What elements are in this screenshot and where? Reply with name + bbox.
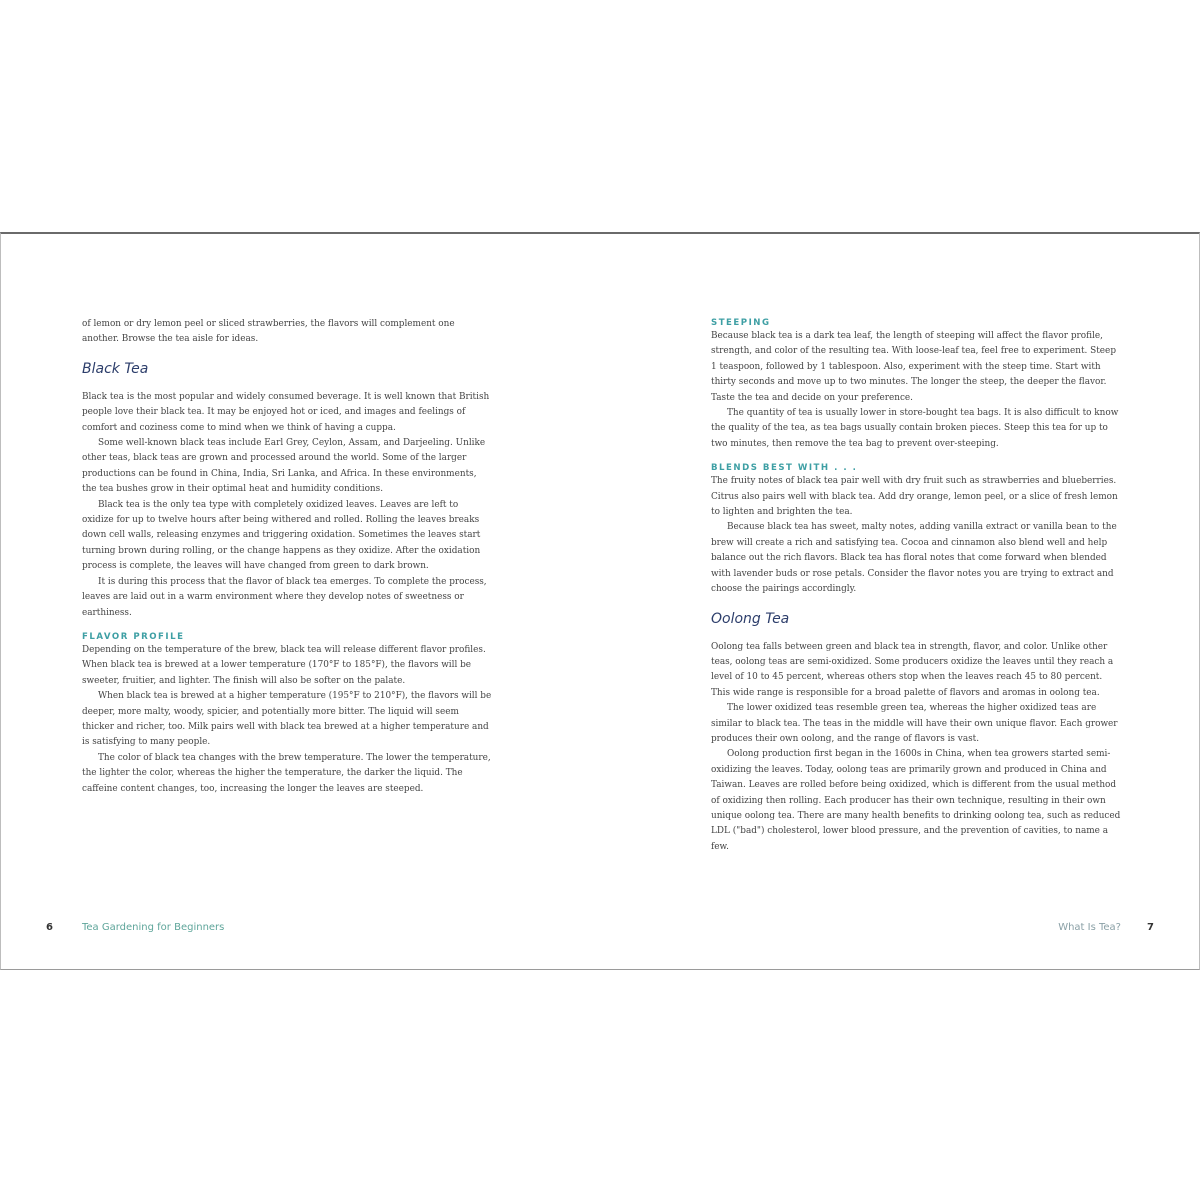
black-tea-paragraph: It is during this process that the flavor of black tea emerges. To complete the process, leaves are laid out in a warm environment where they develop notes of sweetness or earthiness. xyxy=(82,576,487,618)
oolong-paragraph: Oolong tea falls between green and black tea in strength, flavor, and color. Unlike other teas, oolong teas are semi-oxidized. Some producers oxidize the leaves until they reach a level of 10 to 45 percent, whereas others stop when the leaves reach 45 to 80 percent. This wide range is responsible for a broad palette of flavors and aromas in oolong tea. xyxy=(711,641,1114,698)
oolong-paragraph: Oolong production first began in the 1600s in China, when tea growers started semi-oxidizing the leaves. Today, oolong teas are primarily grown and produced in China and Taiwan. Leaves are rolled before being oxidized, which is different from the usual method of oxidizing then rolling. Each producer has their own technique, resulting in their own unique oolong tea. There are many health benefits to drinking oolong tea, such as reduced LDL ("bad") cholesterol, lower blood pressure, and the prevention of cavities, to name a few. xyxy=(711,749,1121,852)
black-tea-paragraph: Black tea is the most popular and widely consumed beverage. It is well known that British people love their black tea. It may be enjoyed hot or iced, and images and feelings of comfort and coziness come to mind when we think of having a cuppa. xyxy=(82,391,490,433)
steeping-paragraph: Because black tea is a dark tea leaf, the length of steeping will affect the flavor profile, strength, and color of the resulting tea. With loose-leaf tea, feel free to experiment. Steep 1 teaspoon, followed by 1 tablespoon. Also, experiment with the steep time. Start with thirty seconds and move up to two minutes. The longer the steep, the deeper the flavor. Taste the tea and decide on your preference. xyxy=(711,331,1116,403)
black-tea-paragraph: Black tea is the only tea type with completely oxidized leaves. Leaves are left to oxidize for up to twelve hours after being withered and rolled. Rolling the leaves breaks down cell walls, releasing enzymes and triggering oxidation. Sometimes the leaves start turning brown during rolling, or the change happens as they oxidize. After the oxidation process is complete, the leaves will have changed from green to dark brown. xyxy=(82,499,481,572)
black-tea-paragraph: Some well-known black teas include Earl Grey, Ceylon, Assam, and Darjeeling. Unlike other teas, black teas are grown and processed around the world. Some of the larger productions can be found in China, India, Sri Lanka, and Africa. In these environments, the tea bushes grow in their optimal heat and humidity conditions. xyxy=(82,438,486,495)
right-page-column xyxy=(711,317,1123,855)
right-page-number: 7 xyxy=(1147,922,1154,933)
oolong-paragraph: The lower oxidized teas resemble green tea, whereas the higher oxidized teas are similar to black tea. The teas in the middle will have their own unique flavor. Each grower produces their own oolong, and the range of flavors is vast. xyxy=(711,703,1118,744)
intro-paragraph: of lemon or dry lemon peel or sliced strawberries, the flavors will complement one another. Browse the tea aisle for ideas. xyxy=(82,319,455,345)
black-tea-heading: Black Tea xyxy=(82,360,149,377)
left-page-column xyxy=(82,317,492,797)
steeping-heading: STEEPING xyxy=(711,318,771,328)
flavor-profile-heading: FLAVOR PROFILE xyxy=(82,631,185,642)
flavor-paragraph: The color of black tea changes with the brew temperature. The lower the temperature, the lighter the color, whereas the higher the temperature, the darker the liquid. The caffeine content changes, too, increasing the longer the leaves are steeped. xyxy=(82,752,491,794)
blends-paragraph: Because black tea has sweet, malty notes, adding vanilla extract or vanilla bean to the brew will create a rich and satisfying tea. Cocoa and cinnamon also blend well and help balance out the rich flavors. Black tea has floral notes that come forward when blended with lavender buds or rose petals. Consider the flavor notes you are trying to extract and choose the pairings accordingly. xyxy=(711,522,1117,595)
left-running-footer: Tea Gardening for Beginners xyxy=(82,922,225,933)
steeping-paragraph: The quantity of tea is usually lower in store-bought tea bags. It is also difficult to know the quality of the tea, as tea bags usually contain broken pieces. Steep this tea for up to two minutes, then remove the tea bag to prevent over-steeping. xyxy=(711,408,1119,449)
blends-paragraph: The fruity notes of black tea pair well with dry fruit such as strawberries and blueberries. Citrus also pairs well with black tea. Add dry orange, lemon peel, or a slice of fresh lemon to lighten and brighten the tea. xyxy=(711,476,1118,518)
flavor-paragraph: When black tea is brewed at a higher temperature (195°F to 210°F), the flavors will be deeper, more malty, woody, spicier, and potentially more bitter. The liquid will seem thicker and richer, too. Milk pairs well with black tea brewed at a higher temperature and is satisfying to many people. xyxy=(82,691,492,748)
right-running-footer: What Is Tea? xyxy=(1058,922,1121,933)
flavor-paragraph: Depending on the temperature of the brew, black tea will release different flavor profiles. When black tea is brewed at a lower temperature (170°F to 185°F), the flavors will be sweeter, fruitier, and lighter. The finish will also be softer on the palate. xyxy=(82,644,486,686)
oolong-tea-heading: Oolong Tea xyxy=(711,610,790,627)
book-spread xyxy=(0,232,1200,970)
left-page-number: 6 xyxy=(46,922,53,933)
blends-heading: BLENDS BEST WITH . . . xyxy=(711,463,858,474)
